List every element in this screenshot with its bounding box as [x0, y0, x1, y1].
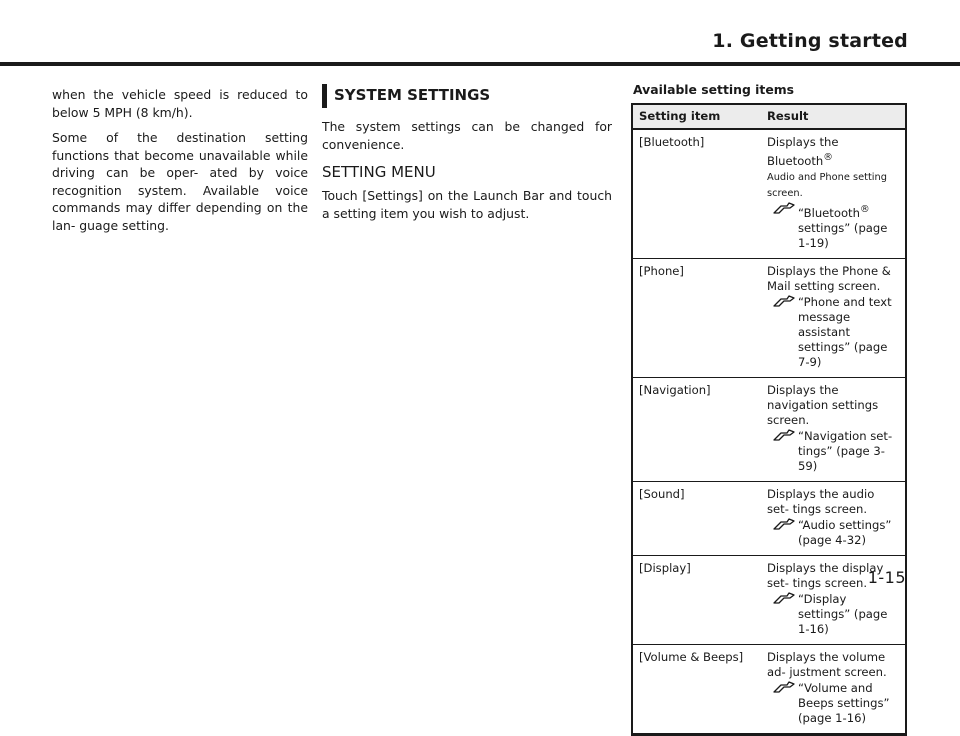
reference-pointer-icon [773, 295, 795, 309]
registered-mark: ® [823, 152, 833, 163]
table-row [632, 377, 906, 481]
reference-pointer-icon [773, 429, 795, 443]
reference-text: “Display settings” (page 1-16) [798, 591, 888, 636]
cross-reference [767, 295, 899, 370]
result-text: Displays the Phone & Mail setting screen. [767, 263, 891, 293]
reference-pointer-icon [773, 518, 795, 532]
middle-column [322, 86, 612, 230]
result-text: Displays the audio set- tings screen. [767, 486, 875, 516]
registered-mark: ® [859, 203, 870, 215]
setting-item: [Sound] [632, 481, 761, 555]
cross-reference [767, 202, 899, 251]
result-text: Displays the Bluetooth [767, 135, 839, 168]
setting-item: [Navigation] [632, 377, 761, 481]
paragraph: when the vehicle speed is reduced to below 5 MPH (8 km/h). [52, 87, 308, 120]
reference-part: settings” (page 1-19) [798, 220, 888, 250]
table-row [632, 258, 906, 377]
setting-item: [Bluetooth] [639, 135, 705, 149]
setting-result [761, 481, 906, 555]
result-text: Displays the navigation settings screen. [767, 382, 879, 427]
result-text: Displays the display set- tings screen. [767, 560, 884, 590]
paragraph: Touch [Settings] on the Launch Bar and touch a setting item you wish to adjust. [322, 188, 612, 221]
reference-text: “Phone and text message assistant settings” (page 7-9) [798, 294, 892, 369]
setting-result [761, 644, 906, 734]
result-text: Displays the volume ad- justment screen. [767, 649, 887, 679]
left-column [52, 86, 308, 242]
cross-reference [767, 592, 899, 637]
column-header: Setting item [632, 104, 761, 129]
subsection-title: SETTING MENU [322, 163, 436, 181]
reference-text: “Audio settings” (page 4-32) [798, 517, 892, 547]
table-row [632, 555, 906, 644]
result-text: Audio and Phone setting screen. [767, 171, 887, 199]
table-caption: Available setting items [633, 82, 795, 97]
setting-item: [Volume & Beeps] [632, 644, 761, 734]
reference-text [798, 202, 899, 251]
setting-item: [Display] [632, 555, 761, 644]
column-header: Result [761, 104, 906, 129]
paragraph: Some of the destination setting functions that become unavailable while driving can be oper- ated by voice recognition system. Available voice commands may differ depending on the lan- guage setting. [52, 130, 308, 233]
chapter-title: 1. Getting started [712, 30, 908, 52]
cross-reference [767, 681, 899, 726]
cross-reference [767, 518, 899, 548]
setting-result [761, 258, 906, 377]
section-title: SYSTEM SETTINGS [322, 86, 612, 104]
table-row [632, 129, 906, 258]
cross-reference [767, 429, 899, 474]
header-rule [0, 62, 960, 66]
reference-pointer-icon [773, 681, 795, 695]
settings-table [631, 103, 907, 736]
reference-pointer-icon [773, 202, 795, 216]
paragraph: The system settings can be changed for convenience. [322, 119, 612, 152]
reference-part: “Bluetooth [798, 205, 860, 220]
setting-item: [Phone] [632, 258, 761, 377]
setting-result [761, 129, 906, 258]
table-header-row [632, 104, 906, 129]
reference-text: “Navigation set- tings” (page 3-59) [798, 428, 893, 473]
table-row [632, 481, 906, 555]
table-row [632, 644, 906, 734]
setting-result [761, 377, 906, 481]
page-number: 1-15 [867, 568, 906, 587]
reference-pointer-icon [773, 592, 795, 606]
reference-text: “Volume and Beeps settings” (page 1-16) [798, 680, 890, 725]
